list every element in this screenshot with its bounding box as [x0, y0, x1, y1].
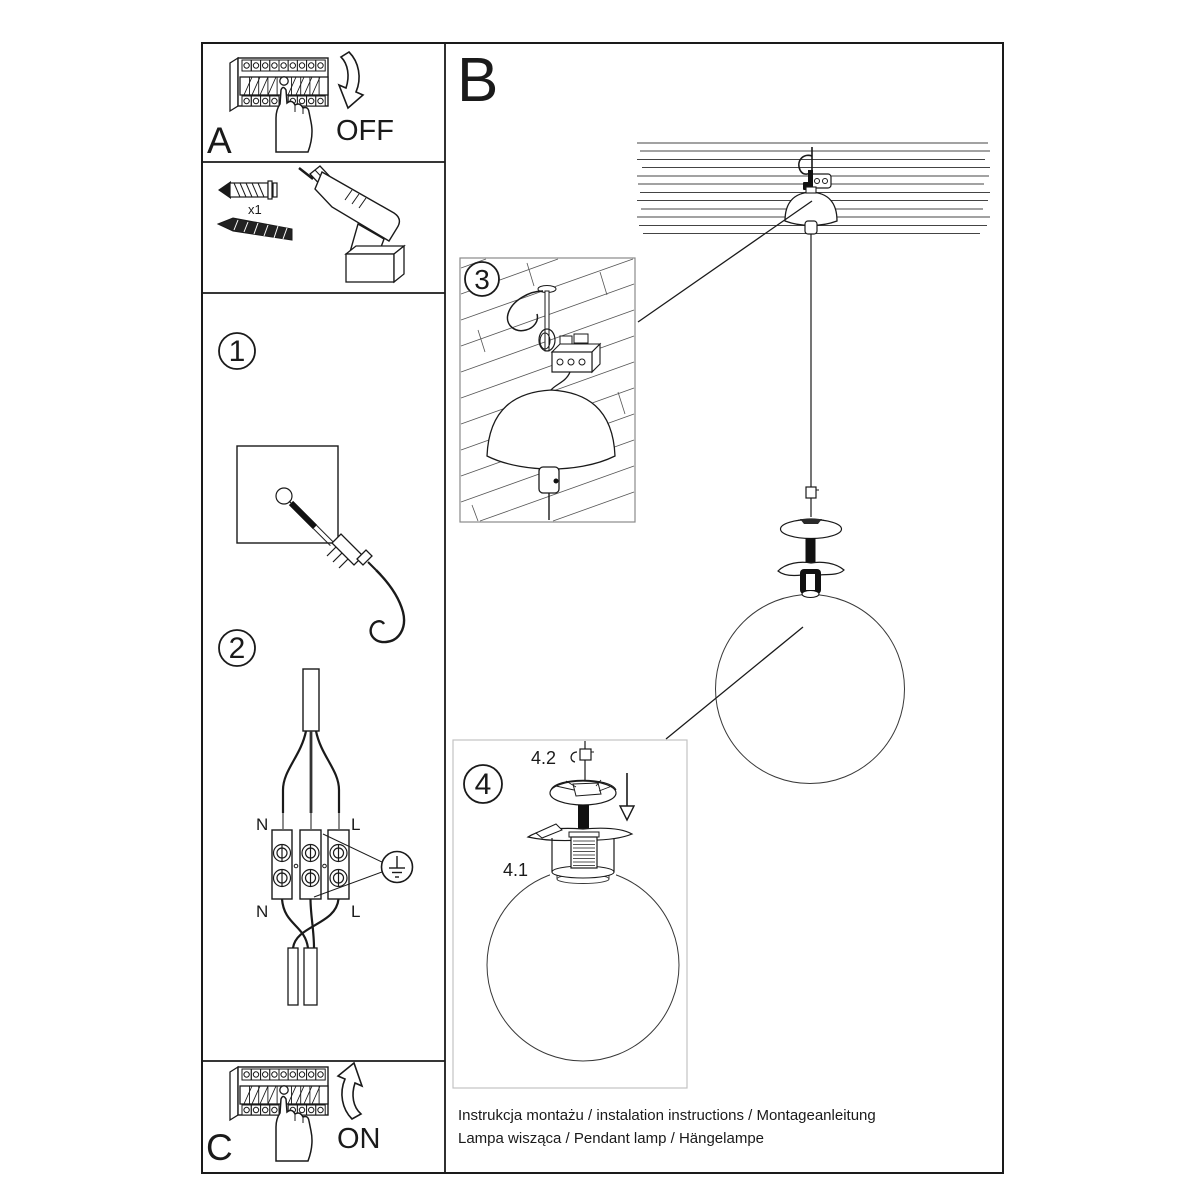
stem — [578, 805, 589, 832]
grip-screw — [554, 479, 559, 484]
glass-globe — [716, 595, 905, 784]
panel-tools — [218, 166, 404, 282]
inset-3-number: 3 — [474, 264, 490, 295]
label-socket-part: 4.1 — [503, 860, 529, 880]
supply-cable-sleeve — [303, 669, 319, 731]
breaker-panel-icon — [230, 58, 328, 152]
inset-4-globe-detail — [453, 740, 687, 1088]
cable-grip — [805, 221, 817, 234]
cable-bead — [806, 487, 816, 498]
glass-globe — [487, 869, 679, 1061]
inset-4-number: 4 — [474, 768, 492, 801]
canopy-collar — [806, 187, 816, 193]
step-2-number: 2 — [228, 632, 246, 665]
lamp-wires — [282, 899, 339, 948]
footer-line-2: Lampa wisząca / Pendant lamp / Hängelampe — [458, 1130, 765, 1147]
step-1-number: 1 — [228, 335, 246, 368]
screw-icon — [218, 218, 292, 240]
hook-icon — [289, 501, 404, 642]
plug-quantity-label: x1 — [248, 202, 262, 217]
terminal-label-n-top: N — [256, 815, 269, 834]
lamp-cable-sleeve-right — [304, 948, 317, 1005]
leader-line-to-inset-3 — [638, 201, 812, 322]
panel-c-on-label: ON — [337, 1123, 381, 1155]
lamp-cable-sleeve-left — [288, 948, 298, 1005]
label-canopy-part: 4.2 — [531, 748, 557, 768]
breaker-panel-icon — [230, 1067, 328, 1161]
inset-3-hook-detail — [460, 258, 635, 522]
terminal-label-l-bottom: L — [351, 902, 361, 921]
step-2-wiring — [219, 630, 413, 1005]
panel-a-off-label: OFF — [336, 115, 394, 147]
wall-plug-icon — [218, 181, 277, 199]
shade-holder-disc — [781, 519, 842, 539]
shade-holder-disc — [550, 780, 616, 805]
step-1 — [219, 333, 404, 642]
stem — [806, 538, 816, 563]
panel-a-power-off — [207, 52, 394, 161]
section-b-letter: B — [457, 46, 499, 115]
footer — [458, 1107, 876, 1147]
terminal-label-n-bottom: N — [256, 902, 269, 921]
drill-icon — [299, 166, 404, 282]
footer-line-1: Instrukcja montażu / instalation instructions / Montageanleitung — [458, 1107, 876, 1124]
main-assembly — [637, 143, 990, 784]
curved-arrow-up-icon — [338, 1063, 362, 1119]
lamp-socket — [800, 569, 821, 598]
terminal-label-l-top: L — [351, 815, 361, 834]
panel-c-power-on — [206, 1063, 381, 1168]
panel-a-letter: A — [207, 120, 232, 161]
curved-arrow-down-icon — [339, 52, 363, 108]
cable-bead — [580, 749, 591, 760]
panel-c-letter: C — [206, 1127, 233, 1168]
supply-wires — [283, 731, 339, 829]
